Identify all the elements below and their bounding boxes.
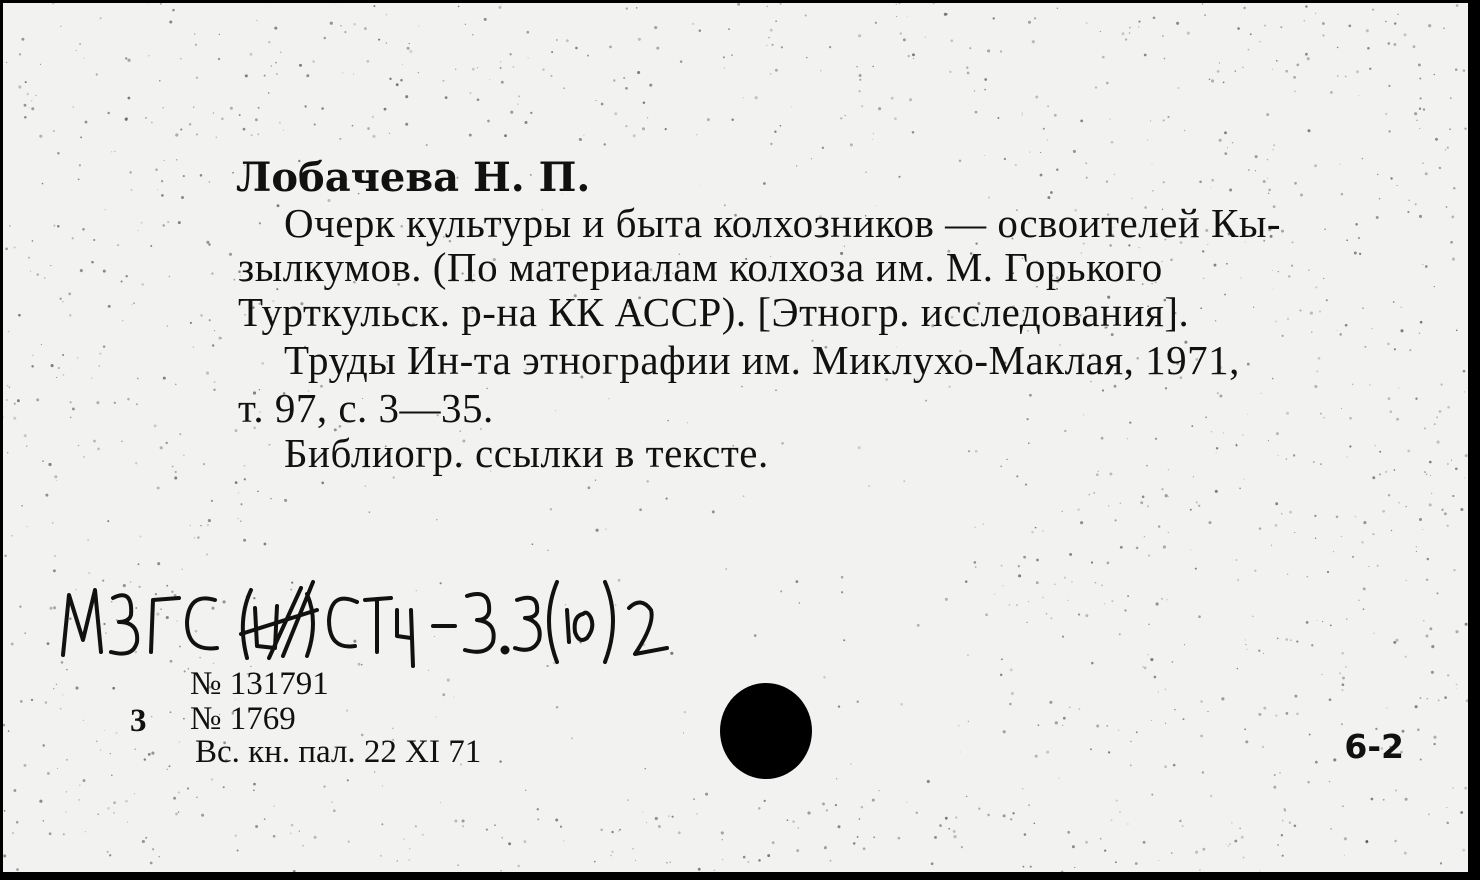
card-top-edge [0,0,1480,3]
author-heading: Лобачева Н. П. [236,154,591,201]
card-bottom-edge [0,872,1480,880]
accession-number-1: № 131791 [190,666,329,702]
accession-prefix: 3 [130,703,147,739]
description-line-2: зылкумов. (По материалам колхоза им. М. Горького [238,244,1163,290]
chamber-note: Вс. кн. пал. 22 XI 71 [195,734,482,770]
handwritten-shelf-mark [55,560,695,670]
card-left-edge [0,0,3,880]
card-right-edge [1468,0,1480,880]
card-code: 6-2 [1344,727,1404,766]
source-line-2: т. 97, с. 3—35. [238,385,494,431]
source-line-1: Труды Ин-та этнографии им. Миклухо-Маклая, 1971, [284,337,1240,383]
punch-hole [720,683,812,779]
description-line-1: Очерк культуры и быта колхозников — освоителей Кы- [284,200,1282,246]
bibliography-note: Библиогр. ссылки в тексте. [284,430,769,476]
accession-number-2: № 1769 [190,701,296,737]
description-line-3: Турткульск. р-на КК АССР). [Этногр. исследования]. [238,289,1190,335]
